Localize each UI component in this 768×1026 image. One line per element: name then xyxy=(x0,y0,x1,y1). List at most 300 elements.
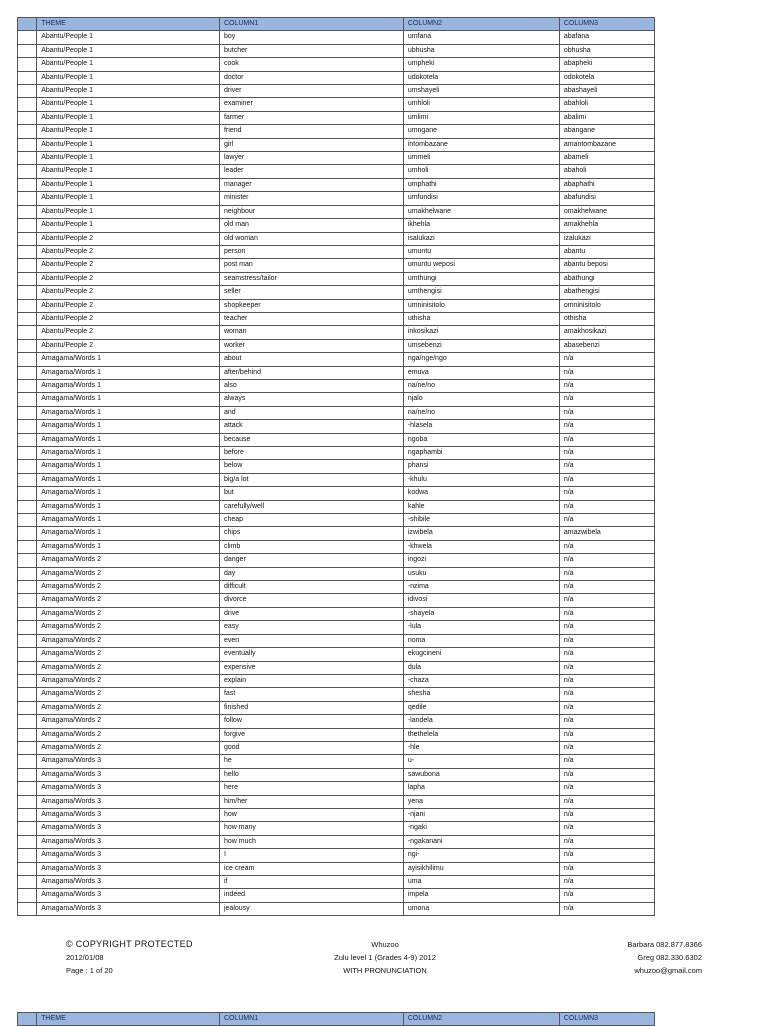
table-row xyxy=(18,138,655,151)
row-index-cell xyxy=(18,862,37,875)
zulu-plural-cell: abalimi xyxy=(559,111,654,124)
row-index-cell xyxy=(18,594,37,607)
table-row xyxy=(18,152,655,165)
header-column1: COLUMN1 xyxy=(219,18,403,31)
theme-cell: Amagama/Words 1 xyxy=(37,353,220,366)
english-cell: also xyxy=(219,379,403,392)
english-cell: follow xyxy=(219,715,403,728)
english-cell: seamstress/tailor xyxy=(219,272,403,285)
english-cell: before xyxy=(219,447,403,460)
row-index-cell xyxy=(18,192,37,205)
theme-cell: Abantu/People 1 xyxy=(37,165,220,178)
zulu-singular-cell: izwibela xyxy=(403,527,559,540)
english-cell: finished xyxy=(219,701,403,714)
row-index-cell xyxy=(18,460,37,473)
table-row xyxy=(18,634,655,647)
english-cell: person xyxy=(219,245,403,258)
row-index-cell xyxy=(18,527,37,540)
zulu-singular-cell: kahle xyxy=(403,500,559,513)
table-row xyxy=(18,715,655,728)
zulu-singular-cell: umuntu weposi xyxy=(403,259,559,272)
row-index-cell xyxy=(18,581,37,594)
theme-cell: Abantu/People 1 xyxy=(37,205,220,218)
zulu-plural-cell: n/a xyxy=(559,514,654,527)
header-column3: COLUMN3 xyxy=(559,18,654,31)
theme-cell: Amagama/Words 2 xyxy=(37,741,220,754)
zulu-plural-cell: amantombazane xyxy=(559,138,654,151)
zulu-plural-cell: n/a xyxy=(559,876,654,889)
theme-cell: Amagama/Words 3 xyxy=(37,782,220,795)
zulu-plural-cell: n/a xyxy=(559,447,654,460)
zulu-singular-cell: umngane xyxy=(403,125,559,138)
header-column2: COLUMN2 xyxy=(403,1013,559,1026)
table-row xyxy=(18,674,655,687)
row-index-cell xyxy=(18,259,37,272)
row-index-cell xyxy=(18,661,37,674)
zulu-plural-cell: abantu beposi xyxy=(559,259,654,272)
english-cell: drive xyxy=(219,607,403,620)
zulu-plural-cell: n/a xyxy=(559,366,654,379)
zulu-singular-cell: ikhehla xyxy=(403,219,559,232)
english-cell: minister xyxy=(219,192,403,205)
english-cell: cook xyxy=(219,58,403,71)
table-row xyxy=(18,98,655,111)
zulu-plural-cell: n/a xyxy=(559,661,654,674)
zulu-plural-cell: abameli xyxy=(559,152,654,165)
theme-cell: Amagama/Words 1 xyxy=(37,514,220,527)
row-index-cell xyxy=(18,353,37,366)
row-index-cell xyxy=(18,299,37,312)
table-row xyxy=(18,192,655,205)
theme-cell: Amagama/Words 2 xyxy=(37,594,220,607)
contact-greg: Greg 082.330.6302 xyxy=(637,953,702,962)
zulu-plural-cell: n/a xyxy=(559,621,654,634)
theme-cell: Amagama/Words 1 xyxy=(37,500,220,513)
table-row xyxy=(18,259,655,272)
row-index-cell xyxy=(18,98,37,111)
table-row xyxy=(18,366,655,379)
row-index-cell xyxy=(18,648,37,661)
table-row xyxy=(18,326,655,339)
zulu-plural-cell: abaphathi xyxy=(559,178,654,191)
row-index-cell xyxy=(18,728,37,741)
vocabulary-table xyxy=(17,17,655,916)
header-theme: THEME xyxy=(37,1013,220,1026)
zulu-singular-cell: ummeli xyxy=(403,152,559,165)
zulu-singular-cell: -khwela xyxy=(403,540,559,553)
zulu-singular-cell: qedile xyxy=(403,701,559,714)
english-cell: even xyxy=(219,634,403,647)
row-index-cell xyxy=(18,379,37,392)
zulu-singular-cell: dula xyxy=(403,661,559,674)
theme-cell: Abantu/People 1 xyxy=(37,111,220,124)
zulu-plural-cell: abafundisi xyxy=(559,192,654,205)
english-cell: examiner xyxy=(219,98,403,111)
zulu-plural-cell: n/a xyxy=(559,406,654,419)
zulu-plural-cell: n/a xyxy=(559,902,654,915)
zulu-singular-cell: lapha xyxy=(403,782,559,795)
theme-cell: Amagama/Words 3 xyxy=(37,862,220,875)
zulu-plural-cell: n/a xyxy=(559,835,654,848)
theme-cell: Abantu/People 2 xyxy=(37,326,220,339)
theme-cell: Amagama/Words 2 xyxy=(37,554,220,567)
zulu-plural-cell: abangane xyxy=(559,125,654,138)
row-index-cell xyxy=(18,58,37,71)
table-row xyxy=(18,822,655,835)
zulu-singular-cell: umpheki xyxy=(403,58,559,71)
zulu-singular-cell: -ngaki xyxy=(403,822,559,835)
english-cell: teacher xyxy=(219,312,403,325)
zulu-plural-cell: n/a xyxy=(559,379,654,392)
zulu-singular-cell: -njani xyxy=(403,808,559,821)
zulu-singular-cell: umninisitolo xyxy=(403,299,559,312)
row-index-cell xyxy=(18,312,37,325)
english-cell: seller xyxy=(219,286,403,299)
theme-cell: Abantu/People 1 xyxy=(37,44,220,57)
zulu-plural-cell: n/a xyxy=(559,634,654,647)
table-body xyxy=(18,31,655,916)
zulu-plural-cell: abasebenzi xyxy=(559,339,654,352)
zulu-plural-cell: n/a xyxy=(559,393,654,406)
zulu-plural-cell: n/a xyxy=(559,782,654,795)
zulu-singular-cell: umphathi xyxy=(403,178,559,191)
table-row xyxy=(18,299,655,312)
zulu-singular-cell: usuku xyxy=(403,567,559,580)
table-row xyxy=(18,85,655,98)
row-index-cell xyxy=(18,393,37,406)
zulu-singular-cell: umhloli xyxy=(403,98,559,111)
zulu-plural-cell: n/a xyxy=(559,433,654,446)
zulu-plural-cell: amazwibela xyxy=(559,527,654,540)
zulu-singular-cell: -hle xyxy=(403,741,559,754)
zulu-singular-cell: inkosikazi xyxy=(403,326,559,339)
theme-cell: Amagama/Words 2 xyxy=(37,621,220,634)
row-index-cell xyxy=(18,674,37,687)
zulu-singular-cell: umuntu xyxy=(403,245,559,258)
zulu-singular-cell: yena xyxy=(403,795,559,808)
english-cell: doctor xyxy=(219,71,403,84)
english-cell: explain xyxy=(219,674,403,687)
theme-cell: Amagama/Words 1 xyxy=(37,393,220,406)
table-row xyxy=(18,835,655,848)
english-cell: I xyxy=(219,849,403,862)
theme-cell: Amagama/Words 1 xyxy=(37,540,220,553)
row-index-cell xyxy=(18,808,37,821)
zulu-singular-cell: impela xyxy=(403,889,559,902)
row-index-cell xyxy=(18,205,37,218)
zulu-plural-cell: amakhehla xyxy=(559,219,654,232)
theme-cell: Abantu/People 1 xyxy=(37,85,220,98)
theme-cell: Amagama/Words 2 xyxy=(37,634,220,647)
english-cell: always xyxy=(219,393,403,406)
zulu-plural-cell: othisha xyxy=(559,312,654,325)
english-cell: lawyer xyxy=(219,152,403,165)
brand-name: Whuzoo xyxy=(371,940,399,949)
theme-cell: Amagama/Words 2 xyxy=(37,701,220,714)
table-row xyxy=(18,741,655,754)
english-cell: attack xyxy=(219,420,403,433)
footer-right xyxy=(627,938,702,977)
zulu-singular-cell: isalukazi xyxy=(403,232,559,245)
zulu-singular-cell: ayisikhilimu xyxy=(403,862,559,875)
row-index-cell xyxy=(18,138,37,151)
english-cell: indeed xyxy=(219,889,403,902)
zulu-singular-cell: umsebenzi xyxy=(403,339,559,352)
row-index-cell xyxy=(18,876,37,889)
table-row xyxy=(18,487,655,500)
theme-cell: Abantu/People 2 xyxy=(37,232,220,245)
theme-cell: Amagama/Words 1 xyxy=(37,406,220,419)
zulu-plural-cell: abahloli xyxy=(559,98,654,111)
theme-cell: Amagama/Words 3 xyxy=(37,795,220,808)
zulu-plural-cell: n/a xyxy=(559,862,654,875)
zulu-singular-cell: umakhelwane xyxy=(403,205,559,218)
header-index-cell xyxy=(18,18,37,31)
row-index-cell xyxy=(18,741,37,754)
row-index-cell xyxy=(18,447,37,460)
zulu-plural-cell: abathungi xyxy=(559,272,654,285)
table-row xyxy=(18,420,655,433)
table-row xyxy=(18,540,655,553)
row-index-cell xyxy=(18,339,37,352)
table-row xyxy=(18,353,655,366)
english-cell: divorce xyxy=(219,594,403,607)
english-cell: expensive xyxy=(219,661,403,674)
theme-cell: Amagama/Words 1 xyxy=(37,487,220,500)
zulu-plural-cell: izalukazi xyxy=(559,232,654,245)
english-cell: climb xyxy=(219,540,403,553)
table-row xyxy=(18,447,655,460)
zulu-singular-cell: u- xyxy=(403,755,559,768)
zulu-singular-cell: -shibile xyxy=(403,514,559,527)
theme-cell: Amagama/Words 1 xyxy=(37,447,220,460)
row-index-cell xyxy=(18,473,37,486)
english-cell: farmer xyxy=(219,111,403,124)
zulu-singular-cell: -ngakanani xyxy=(403,835,559,848)
table-row xyxy=(18,178,655,191)
english-cell: and xyxy=(219,406,403,419)
zulu-plural-cell: n/a xyxy=(559,808,654,821)
row-index-cell xyxy=(18,621,37,634)
english-cell: ice cream xyxy=(219,862,403,875)
row-index-cell xyxy=(18,607,37,620)
zulu-singular-cell: emuva xyxy=(403,366,559,379)
zulu-singular-cell: -shayela xyxy=(403,607,559,620)
zulu-plural-cell: n/a xyxy=(559,701,654,714)
header-column1: COLUMN1 xyxy=(219,1013,403,1026)
row-index-cell xyxy=(18,219,37,232)
zulu-singular-cell: sawubona xyxy=(403,768,559,781)
zulu-plural-cell: n/a xyxy=(559,674,654,687)
zulu-singular-cell: ngi- xyxy=(403,849,559,862)
zulu-plural-cell: n/a xyxy=(559,460,654,473)
table-row xyxy=(18,795,655,808)
english-cell: how many xyxy=(219,822,403,835)
row-index-cell xyxy=(18,634,37,647)
theme-cell: Amagama/Words 3 xyxy=(37,822,220,835)
row-index-cell xyxy=(18,554,37,567)
zulu-singular-cell: umthungi xyxy=(403,272,559,285)
page-number: Page : 1 of 20 xyxy=(66,966,113,975)
theme-cell: Amagama/Words 1 xyxy=(37,527,220,540)
table-row xyxy=(18,165,655,178)
theme-cell: Amagama/Words 2 xyxy=(37,715,220,728)
footer-date: 2012/01/08 xyxy=(66,953,104,962)
theme-cell: Amagama/Words 3 xyxy=(37,768,220,781)
contact-email[interactable]: whuzoo@gmail.com xyxy=(634,966,702,975)
table-row xyxy=(18,594,655,607)
english-cell: woman xyxy=(219,326,403,339)
english-cell: post man xyxy=(219,259,403,272)
zulu-plural-cell: amakhosikazi xyxy=(559,326,654,339)
table-row xyxy=(18,406,655,419)
row-index-cell xyxy=(18,701,37,714)
table-row xyxy=(18,433,655,446)
theme-cell: Amagama/Words 2 xyxy=(37,607,220,620)
zulu-plural-cell: abashayeli xyxy=(559,85,654,98)
english-cell: friend xyxy=(219,125,403,138)
theme-cell: Abantu/People 1 xyxy=(37,178,220,191)
zulu-plural-cell: obhusha xyxy=(559,44,654,57)
pronunciation-note: WITH PRONUNCIATION xyxy=(343,966,427,975)
english-cell: how xyxy=(219,808,403,821)
english-cell: eventually xyxy=(219,648,403,661)
zulu-plural-cell: n/a xyxy=(559,648,654,661)
theme-cell: Amagama/Words 1 xyxy=(37,420,220,433)
zulu-plural-cell: n/a xyxy=(559,487,654,500)
table-row xyxy=(18,808,655,821)
zulu-plural-cell: abantu xyxy=(559,245,654,258)
zulu-singular-cell: na/ne/no xyxy=(403,379,559,392)
table-row xyxy=(18,567,655,580)
zulu-plural-cell: n/a xyxy=(559,540,654,553)
table-row xyxy=(18,755,655,768)
row-index-cell xyxy=(18,889,37,902)
zulu-singular-cell: umlimi xyxy=(403,111,559,124)
zulu-singular-cell: -chaza xyxy=(403,674,559,687)
theme-cell: Amagama/Words 2 xyxy=(37,581,220,594)
zulu-plural-cell: n/a xyxy=(559,607,654,620)
table-row xyxy=(18,876,655,889)
english-cell: shopkeeper xyxy=(219,299,403,312)
english-cell: driver xyxy=(219,85,403,98)
zulu-singular-cell: noma xyxy=(403,634,559,647)
zulu-singular-cell: thethelela xyxy=(403,728,559,741)
copyright-notice: © COPYRIGHT PROTECTED xyxy=(66,939,193,949)
theme-cell: Amagama/Words 1 xyxy=(37,379,220,392)
row-index-cell xyxy=(18,500,37,513)
zulu-plural-cell: n/a xyxy=(559,741,654,754)
zulu-plural-cell: n/a xyxy=(559,755,654,768)
zulu-singular-cell: ngaphambi xyxy=(403,447,559,460)
english-cell: about xyxy=(219,353,403,366)
zulu-singular-cell: udokotela xyxy=(403,71,559,84)
row-index-cell xyxy=(18,326,37,339)
english-cell: good xyxy=(219,741,403,754)
theme-cell: Amagama/Words 1 xyxy=(37,433,220,446)
theme-cell: Abantu/People 1 xyxy=(37,71,220,84)
table-row xyxy=(18,621,655,634)
table-row xyxy=(18,661,655,674)
theme-cell: Amagama/Words 1 xyxy=(37,473,220,486)
theme-cell: Amagama/Words 3 xyxy=(37,755,220,768)
english-cell: cheap xyxy=(219,514,403,527)
english-cell: day xyxy=(219,567,403,580)
zulu-plural-cell: n/a xyxy=(559,889,654,902)
zulu-plural-cell: abapheki xyxy=(559,58,654,71)
zulu-singular-cell: intombazane xyxy=(403,138,559,151)
theme-cell: Amagama/Words 2 xyxy=(37,728,220,741)
zulu-plural-cell: n/a xyxy=(559,688,654,701)
zulu-singular-cell: umthengisi xyxy=(403,286,559,299)
row-index-cell xyxy=(18,232,37,245)
zulu-singular-cell: -khulu xyxy=(403,473,559,486)
theme-cell: Abantu/People 2 xyxy=(37,312,220,325)
theme-cell: Abantu/People 2 xyxy=(37,272,220,285)
table-row xyxy=(18,782,655,795)
row-index-cell xyxy=(18,286,37,299)
zulu-singular-cell: -landela xyxy=(403,715,559,728)
theme-cell: Abantu/People 1 xyxy=(37,58,220,71)
zulu-singular-cell: ingozi xyxy=(403,554,559,567)
page-footer xyxy=(0,938,768,988)
table-row xyxy=(18,862,655,875)
row-index-cell xyxy=(18,152,37,165)
row-index-cell xyxy=(18,567,37,580)
zulu-singular-cell: kodwa xyxy=(403,487,559,500)
row-index-cell xyxy=(18,540,37,553)
zulu-plural-cell: odokotela xyxy=(559,71,654,84)
zulu-singular-cell: umfundisi xyxy=(403,192,559,205)
row-index-cell xyxy=(18,420,37,433)
table-row xyxy=(18,272,655,285)
theme-cell: Amagama/Words 1 xyxy=(37,460,220,473)
zulu-plural-cell: n/a xyxy=(559,594,654,607)
english-cell: forgive xyxy=(219,728,403,741)
theme-cell: Abantu/People 2 xyxy=(37,245,220,258)
english-cell: here xyxy=(219,782,403,795)
zulu-singular-cell: -hlasela xyxy=(403,420,559,433)
english-cell: old woman xyxy=(219,232,403,245)
row-index-cell xyxy=(18,755,37,768)
table-row xyxy=(18,607,655,620)
english-cell: chips xyxy=(219,527,403,540)
table-row xyxy=(18,688,655,701)
zulu-singular-cell: umholi xyxy=(403,165,559,178)
table-row xyxy=(18,245,655,258)
table-row xyxy=(18,554,655,567)
row-index-cell xyxy=(18,487,37,500)
english-cell: girl xyxy=(219,138,403,151)
table-row xyxy=(18,44,655,57)
zulu-plural-cell: n/a xyxy=(559,822,654,835)
table-row xyxy=(18,58,655,71)
english-cell: manager xyxy=(219,178,403,191)
table-row xyxy=(18,219,655,232)
table-row xyxy=(18,286,655,299)
row-index-cell xyxy=(18,849,37,862)
zulu-plural-cell: n/a xyxy=(559,353,654,366)
row-index-cell xyxy=(18,715,37,728)
table-row xyxy=(18,205,655,218)
header-theme: THEME xyxy=(37,18,220,31)
english-cell: hello xyxy=(219,768,403,781)
english-cell: carefully/well xyxy=(219,500,403,513)
zulu-singular-cell: na/ne/no xyxy=(403,406,559,419)
row-index-cell xyxy=(18,795,37,808)
contact-barbara: Barbara 082.877.8366 xyxy=(627,940,702,949)
theme-cell: Abantu/People 1 xyxy=(37,152,220,165)
